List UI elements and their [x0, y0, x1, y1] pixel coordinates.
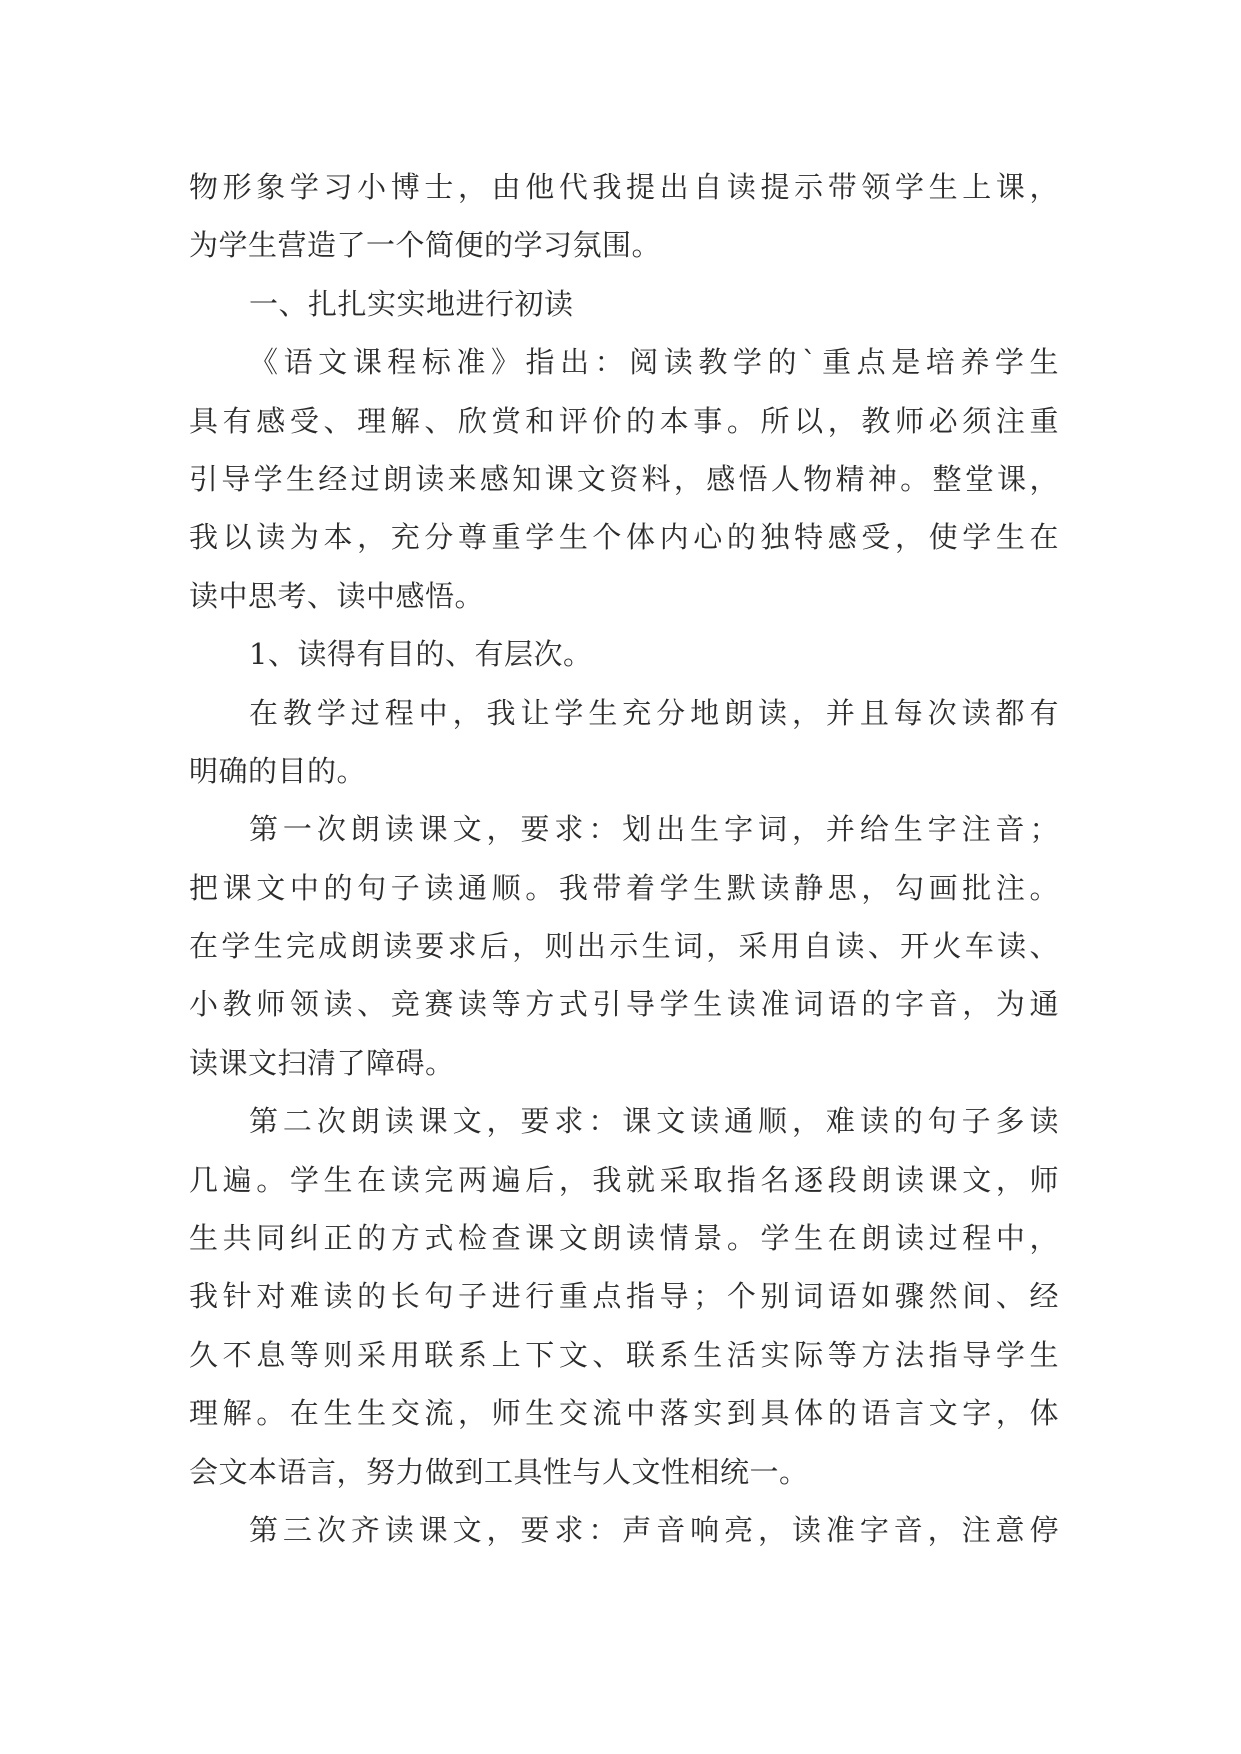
- text-line: 明确的目的。: [189, 753, 367, 788]
- text-line: 引导学生经过朗读来感知课文资料，感悟人物精神。整堂课，: [189, 461, 1059, 496]
- document-body-text: [189, 158, 1059, 1559]
- text-line: 我以读为本，充分尊重学生个体内心的独特感受，使学生在: [189, 520, 1059, 555]
- text-line: 为学生营造了一个简便的学习氛围。: [189, 228, 662, 263]
- text-line: 几遍。学生在读完两遍后，我就采取指名逐段朗读课文，师: [189, 1162, 1059, 1197]
- text-line: 具有感受、理解、欣赏和评价的本事。所以，教师必须注重: [189, 403, 1059, 438]
- text-line: 理解。在生生交流，师生交流中落实到具体的语言文字，体: [189, 1396, 1059, 1431]
- text-line: 一、扎扎实实地进行初读: [249, 286, 574, 321]
- text-line: 物形象学习小博士，由他代我提出自读提示带领学生上课，: [189, 170, 1059, 204]
- text-line: 第三次齐读课文，要求：声音响亮，读准字音，注意停: [249, 1512, 1059, 1547]
- text-line: 小教师领读、竞赛读等方式引导学生读准词语的字音，为通: [189, 987, 1059, 1022]
- text-line: 第一次朗读课文，要求：划出生字词，并给生字注音；: [249, 812, 1059, 847]
- text-line: 会文本语言，努力做到工具性与人文性相统一。: [189, 1454, 809, 1489]
- text-line: 久不息等则采用联系上下文、联系生活实际等方法指导学生: [189, 1337, 1059, 1372]
- text-line: 我针对难读的长句子进行重点指导；个别词语如骤然间、经: [189, 1279, 1059, 1314]
- text-line: 在教学过程中，我让学生充分地朗读，并且每次读都有: [249, 695, 1059, 730]
- text-line: 第二次朗读课文，要求：课文读通顺，难读的句子多读: [249, 1104, 1059, 1139]
- text-line: 1、读得有目的、有层次。: [249, 637, 593, 672]
- text-line: 生共同纠正的方式检查课文朗读情景。学生在朗读过程中，: [189, 1221, 1059, 1256]
- text-line: 读中思考、读中感悟。: [189, 578, 485, 613]
- text-line: 读课文扫清了障碍。: [189, 1045, 455, 1080]
- text-line: 《语文课程标准》指出：阅读教学的`重点是培养学生: [249, 345, 1059, 380]
- text-line: 在学生完成朗读要求后，则出示生词，采用自读、开火车读、: [189, 929, 1059, 964]
- text-line: 把课文中的句子读通顺。我带着学生默读静思，勾画批注。: [189, 870, 1059, 905]
